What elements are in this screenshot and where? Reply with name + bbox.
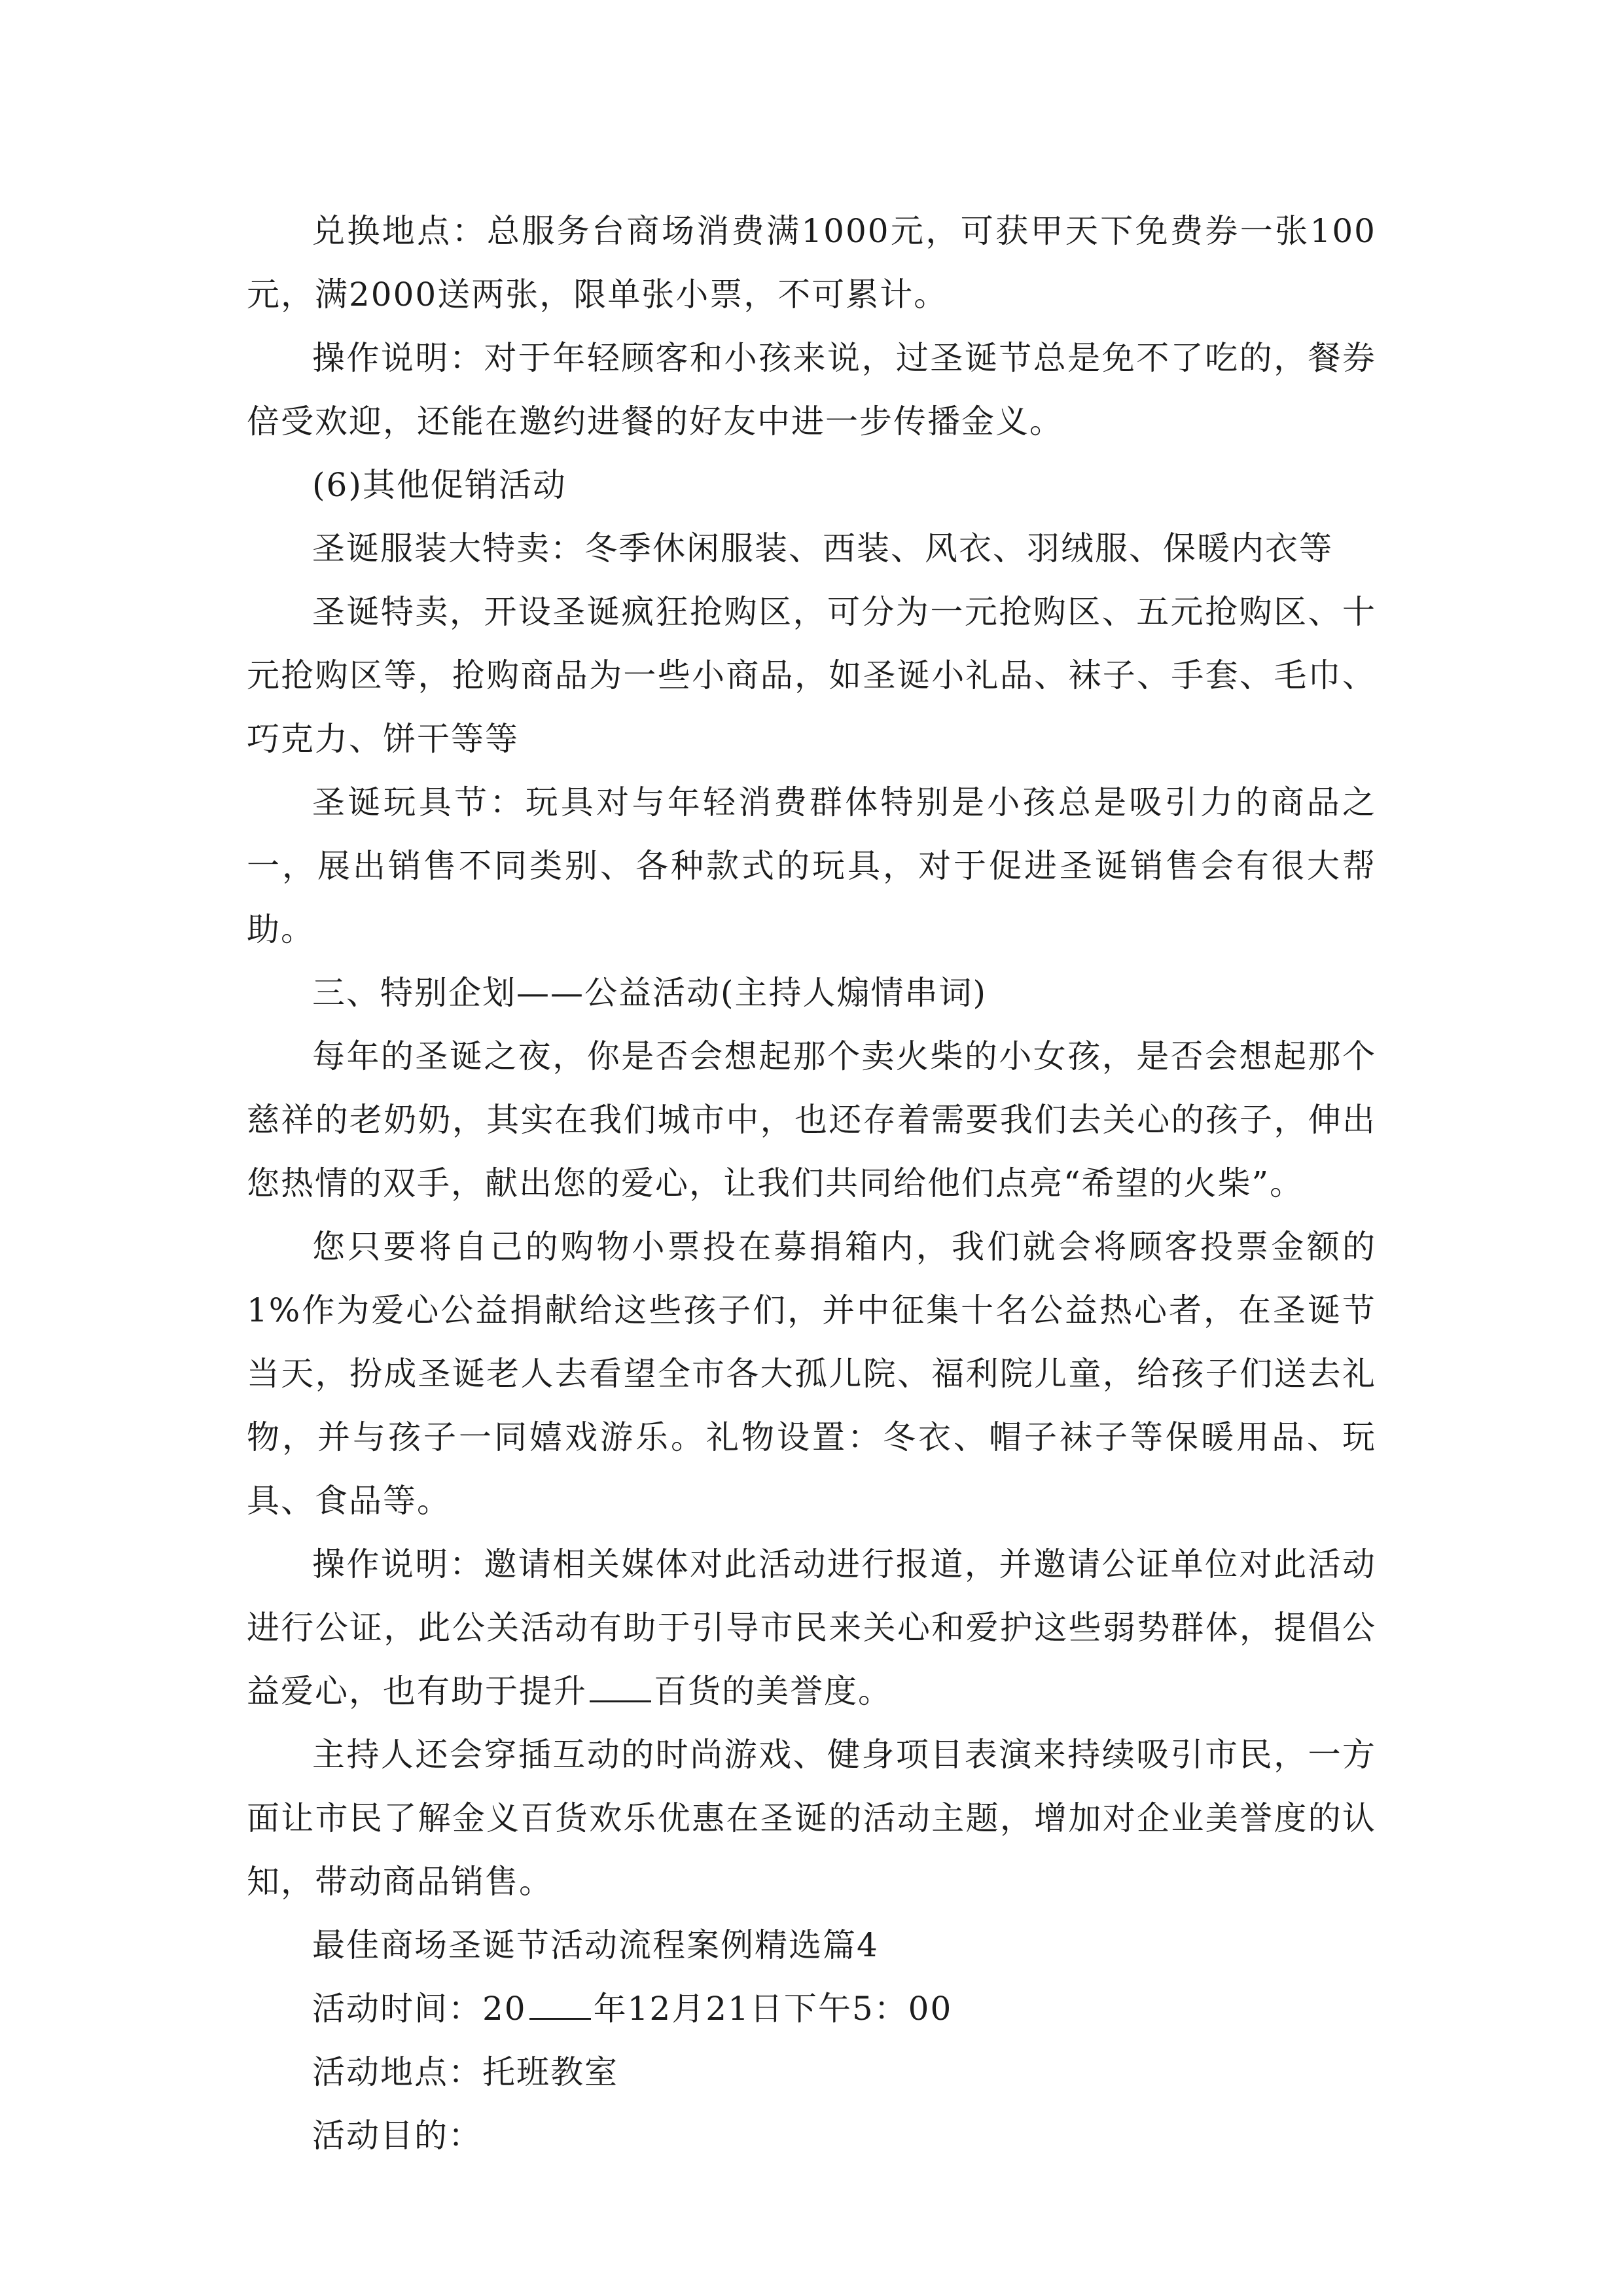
- paragraph-clothing-sale: 圣诞服装大特卖：冬季休闲服装、西装、风衣、羽绒服、保暖内衣等: [312, 529, 1333, 567]
- activity-goal: 活动目的：: [312, 2117, 482, 2155]
- paragraph-exchange-location: 兑换地点：总服务台商场消费满1000元，可获甲天下免费券一张100元，满2000送两张，限单张小票，不可累计。: [247, 212, 1376, 314]
- paragraph-operation-note-1: 操作说明：对于年轻顾客和小孩来说，过圣诞节总是免不了吃的，餐券倍受欢迎，还能在邀约进餐的好友中进一步传播金义。: [247, 339, 1376, 440]
- paragraph-host-games: 主持人还会穿插互动的时尚游戏、健身项目表演来持续吸引市民，一方面让市民了解金义百货欢乐优惠在圣诞的活动主题，增加对企业美誉度的认知，带动商品销售。: [247, 1736, 1376, 1901]
- operation-note-2-text: 操作说明：邀请相关媒体对此活动进行报道，并邀请公证单位对此活动进行公证，此公关活动有助于引导市民来关心和爱护这些弱势群体，提倡公益爱心，也有助于提升: [247, 1545, 1376, 1710]
- activity-time-prefix: 活动时间：20: [312, 1990, 527, 2028]
- fill-in-blank: [590, 1674, 651, 1702]
- activity-place: 活动地点：托班教室: [312, 2053, 618, 2091]
- paragraph-charity-heading: 三、特别企划——公益活动(主持人煽情串词): [312, 974, 988, 1012]
- paragraph-christmas-special-sale: 圣诞特卖，开设圣诞疯狂抢购区，可分为一元抢购区、五元抢购区、十元抢购区等，抢购商品为一些小商品，如圣诞小礼品、袜子、手套、毛巾、巧克力、饼干等等: [247, 593, 1376, 758]
- paragraph-operation-note-2: [247, 1533, 1376, 1723]
- activity-time-suffix: 年12月21日下午5：00: [593, 1990, 953, 2028]
- paragraph-toy-festival: 圣诞玩具节：玩具对与年轻消费群体特别是小孩总是吸引力的商品之一，展出销售不同类别、各种款式的玩具，对于促进圣诞销售会有很大帮助。: [247, 783, 1376, 948]
- activity-time: [247, 1977, 1376, 2041]
- operation-note-2-tail: 百货的美誉度。: [654, 1672, 892, 1710]
- paragraph-other-promotions-heading: (6)其他促销活动: [312, 466, 567, 504]
- paragraph-christmas-eve: 每年的圣诞之夜，你是否会想起那个卖火柴的小女孩，是否会想起那个慈祥的老奶奶，其实在我们城市中，也还存着需要我们去关心的孩子，伸出您热情的双手，献出您的爱心，让我们共同给他们点亮“希望的火柴”。: [247, 1037, 1376, 1202]
- section-title-part-4: 最佳商场圣诞节活动流程案例精选篇4: [312, 1926, 879, 1964]
- year-blank: [529, 1992, 591, 2020]
- paragraph-donation: 您只要将自己的购物小票投在募捐箱内，我们就会将顾客投票金额的1%作为爱心公益捐献给这些孩子们，并中征集十名公益热心者，在圣诞节当天，扮成圣诞老人去看望全市各大孤儿院、福利院儿童，给孩子们送去礼物，并与孩子一同嬉戏游乐。礼物设置：冬衣、帽子袜子等保暖用品、玩具、食品等。: [247, 1228, 1376, 1520]
